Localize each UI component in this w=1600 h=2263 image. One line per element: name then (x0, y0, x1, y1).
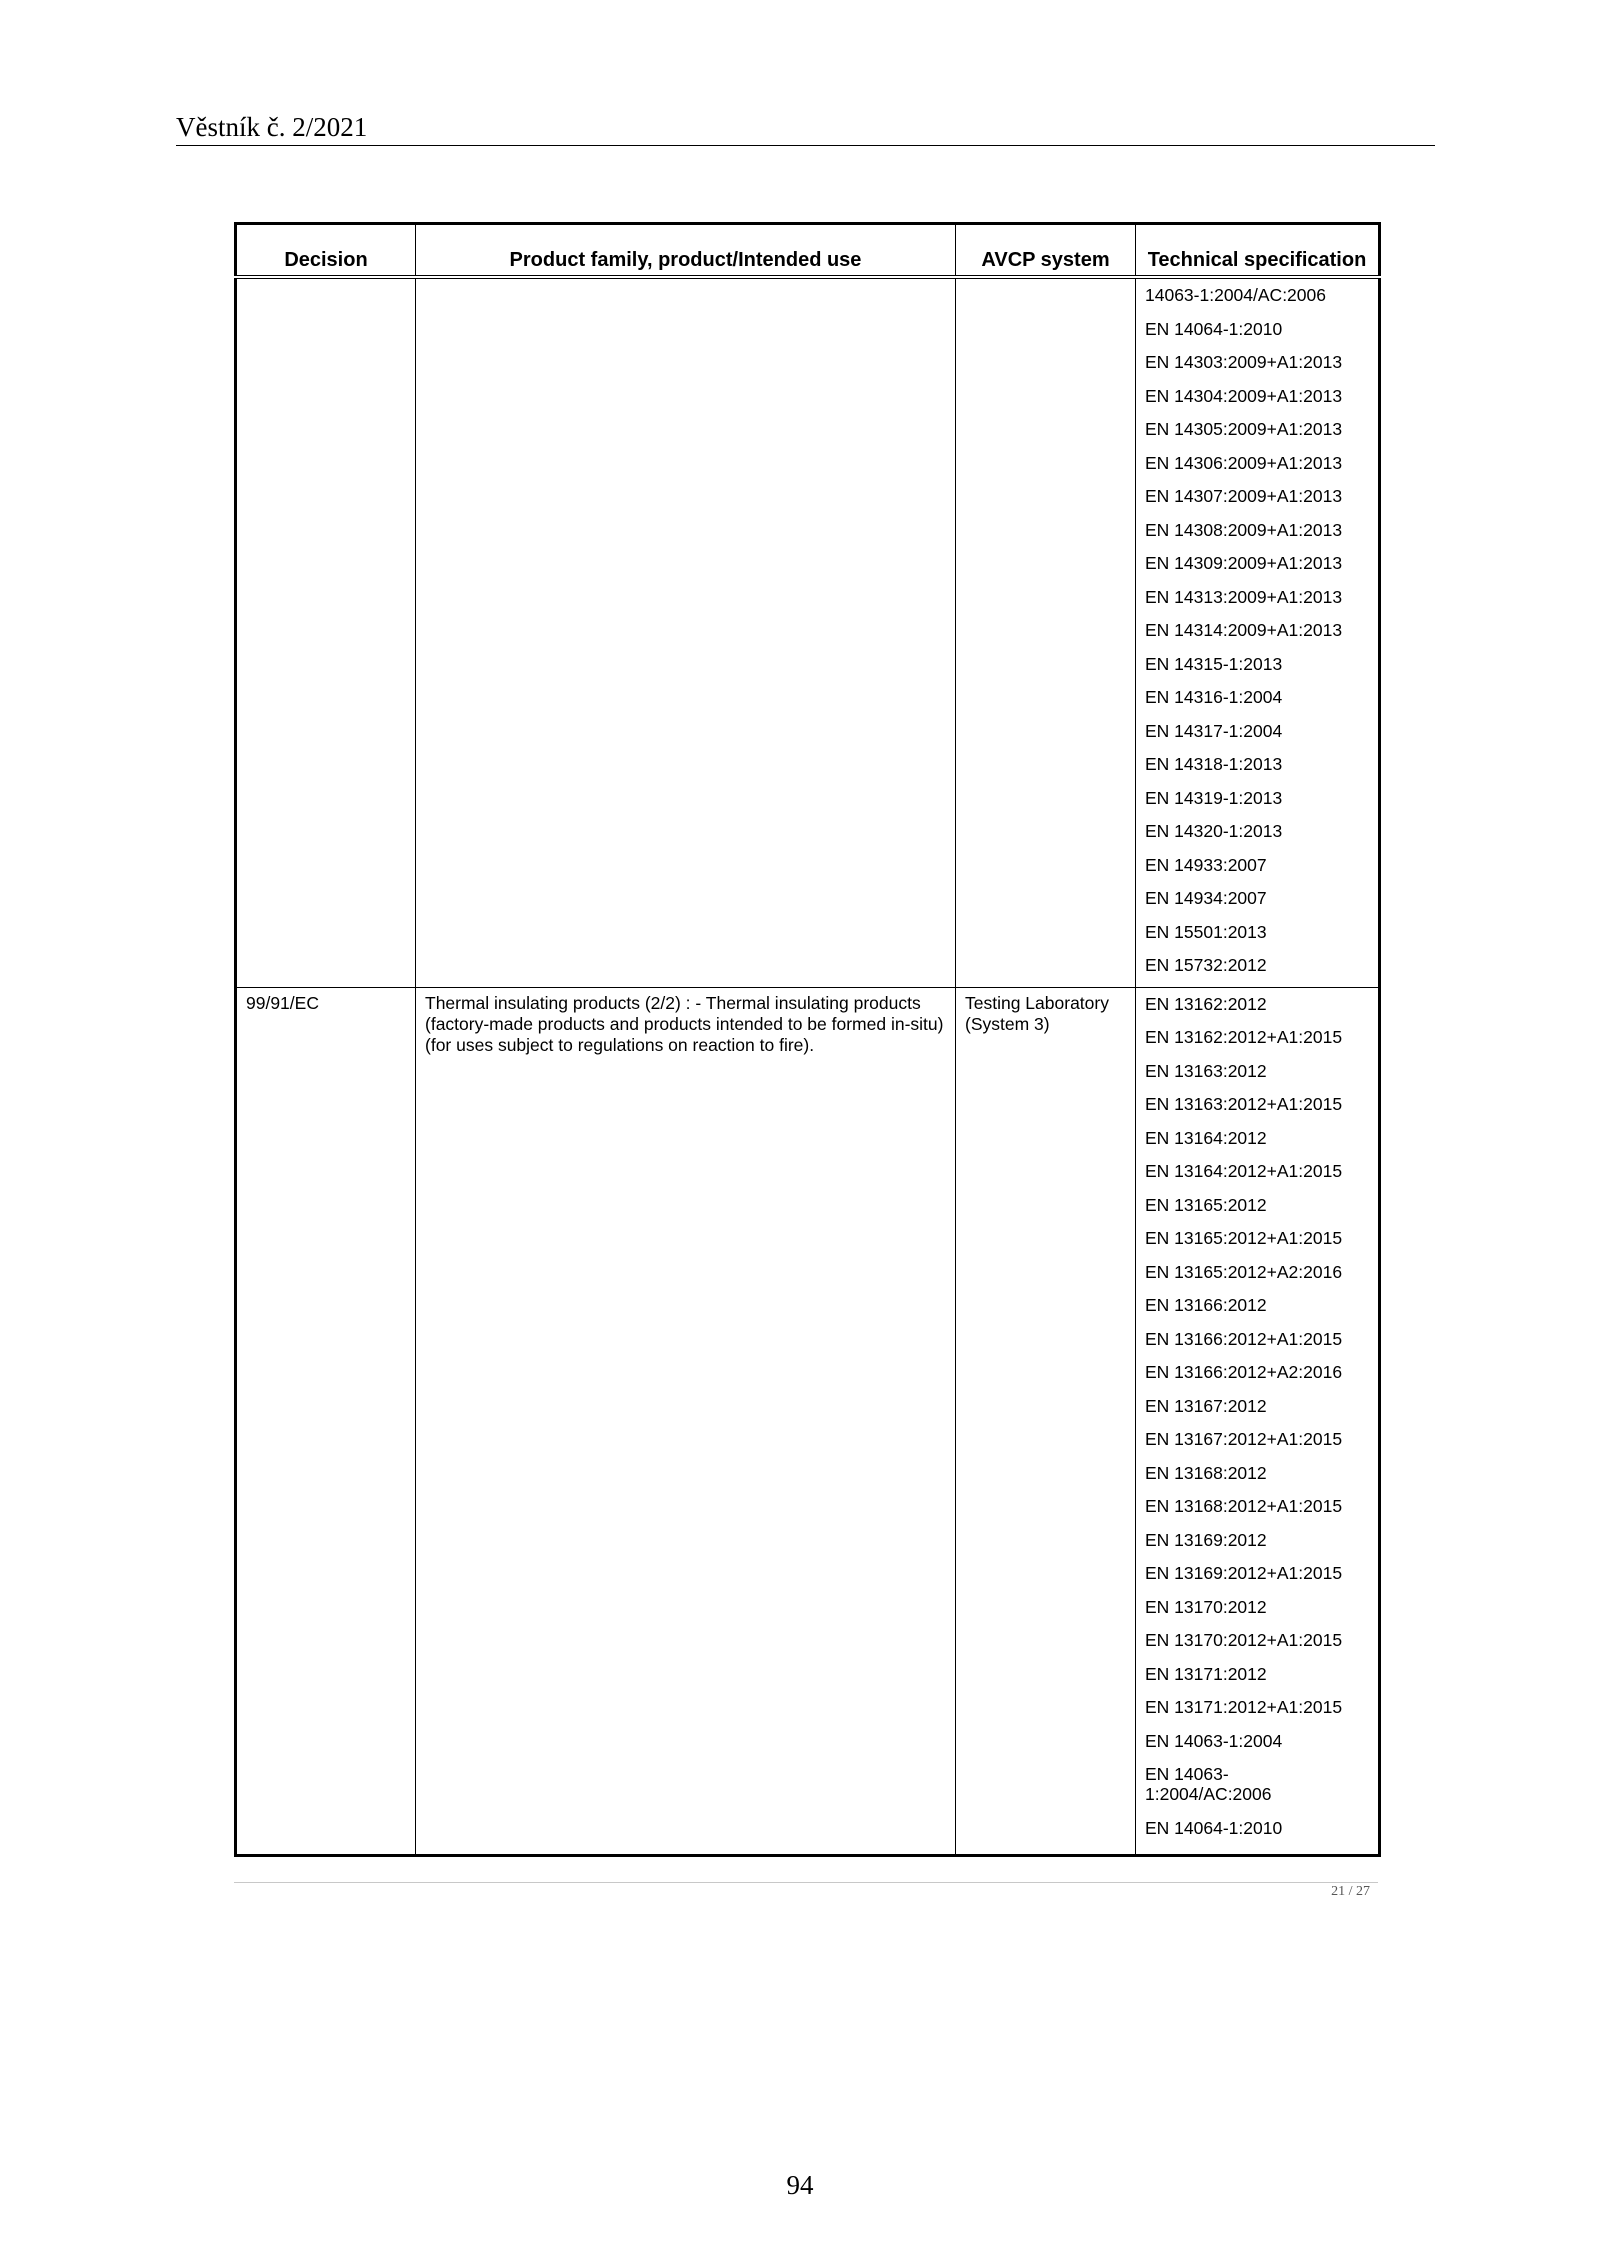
decision-cell: 99/91/EC (236, 987, 416, 1855)
column-header-decision: Decision (236, 224, 416, 278)
spec-item: EN 14305:2009+A1:2013 (1145, 419, 1343, 439)
decision-table (234, 222, 1381, 1857)
spec-item: EN 13169:2012 (1145, 1529, 1267, 1550)
spec-item: EN 14307:2009+A1:2013 (1145, 486, 1343, 506)
spec-item: EN 14320-1:2013 (1145, 821, 1283, 841)
avcp-cell: Testing Laboratory (System 3) (956, 987, 1136, 1855)
spec-item: EN 14303:2009+A1:2013 (1145, 352, 1343, 372)
spec-item: EN 13162:2012 (1145, 993, 1267, 1014)
spec-item: EN 13166:2012+A1:2015 (1145, 1328, 1343, 1349)
page-number: 94 (786, 2170, 814, 2200)
spec-item: EN 13163:2012+A1:2015 (1145, 1094, 1343, 1114)
spec-item: EN 14308:2009+A1:2013 (1145, 519, 1343, 540)
page-header-title: Věstník č. 2/2021 (176, 112, 368, 142)
spec-item: EN 13170:2012 (1145, 1596, 1267, 1617)
spec-item: EN 13164:2012 (1145, 1127, 1267, 1148)
spec-item: EN 14304:2009+A1:2013 (1145, 385, 1343, 406)
spec-item: EN 15732:2012 (1145, 955, 1267, 975)
spec-item: EN 14316-1:2004 (1145, 687, 1283, 707)
spec-list (1136, 988, 1378, 1850)
spec-item: EN 14063-1:2004 (1145, 1730, 1283, 1751)
product-cell: Thermal insulating products (2/2) : - Thermal insulating products (factory-made products and products intended to be formed in-situ) (for uses subject to regulations on reaction to fire). (416, 987, 956, 1855)
spec-item: EN 14933:2007 (1145, 854, 1267, 875)
avcp-cell (956, 277, 1136, 987)
spec-item: EN 13165:2012+A1:2015 (1145, 1228, 1343, 1248)
spec-item: EN 14306:2009+A1:2013 (1145, 452, 1343, 473)
spec-cell (1136, 277, 1380, 987)
spec-item: EN 14063-1:2004/AC:2006 (1145, 1764, 1272, 1804)
column-header-product: Product family, product/Intended use (416, 224, 956, 278)
spec-item: EN 13171:2012+A1:2015 (1145, 1697, 1343, 1717)
spec-item: EN 13168:2012+A1:2015 (1145, 1496, 1343, 1516)
spec-cell (1136, 987, 1380, 1855)
spec-item: EN 13166:2012 (1145, 1295, 1267, 1315)
spec-item: EN 13165:2012 (1145, 1194, 1267, 1215)
spec-item: EN 13170:2012+A1:2015 (1145, 1630, 1343, 1650)
spec-item: EN 14317-1:2004 (1145, 720, 1283, 741)
spec-item: EN 14313:2009+A1:2013 (1145, 586, 1343, 607)
page-counter: 21 / 27 (1331, 1884, 1370, 1899)
spec-item: EN 14309:2009+A1:2013 (1145, 553, 1343, 573)
spec-item: EN 13163:2012 (1145, 1060, 1267, 1081)
table-row (236, 987, 1380, 1855)
spec-item: 14063-1:2004/AC:2006 (1145, 285, 1326, 305)
spec-item: EN 13167:2012 (1145, 1395, 1267, 1416)
spec-item: EN 15501:2013 (1145, 921, 1267, 942)
spec-item: EN 13167:2012+A1:2015 (1145, 1429, 1343, 1449)
spec-item: EN 14934:2007 (1145, 888, 1267, 908)
spec-item: EN 14064-1:2010 (1145, 318, 1283, 339)
spec-item: EN 13166:2012+A2:2016 (1145, 1362, 1343, 1382)
footer-divider (234, 1882, 1378, 1883)
spec-item: EN 13162:2012+A1:2015 (1145, 1027, 1343, 1047)
spec-item: EN 13165:2012+A2:2016 (1145, 1261, 1343, 1282)
product-cell (416, 277, 956, 987)
spec-item: EN 13169:2012+A1:2015 (1145, 1563, 1343, 1583)
column-header-avcp: AVCP system (956, 224, 1136, 278)
spec-item: EN 13171:2012 (1145, 1663, 1267, 1684)
spec-item: EN 14319-1:2013 (1145, 787, 1283, 808)
table-row (236, 277, 1380, 987)
decision-cell (236, 277, 416, 987)
spec-item: EN 13164:2012+A1:2015 (1145, 1161, 1343, 1181)
table-header-row (236, 224, 1380, 278)
spec-item: EN 14314:2009+A1:2013 (1145, 620, 1343, 640)
spec-item: EN 14315-1:2013 (1145, 653, 1283, 674)
spec-item: EN 14318-1:2013 (1145, 754, 1283, 774)
spec-item: EN 14064-1:2010 (1145, 1818, 1283, 1838)
column-header-technical-specification: Technical specification (1136, 224, 1380, 278)
spec-list (1136, 279, 1378, 987)
header-divider (176, 145, 1435, 146)
spec-item: EN 13168:2012 (1145, 1462, 1267, 1483)
